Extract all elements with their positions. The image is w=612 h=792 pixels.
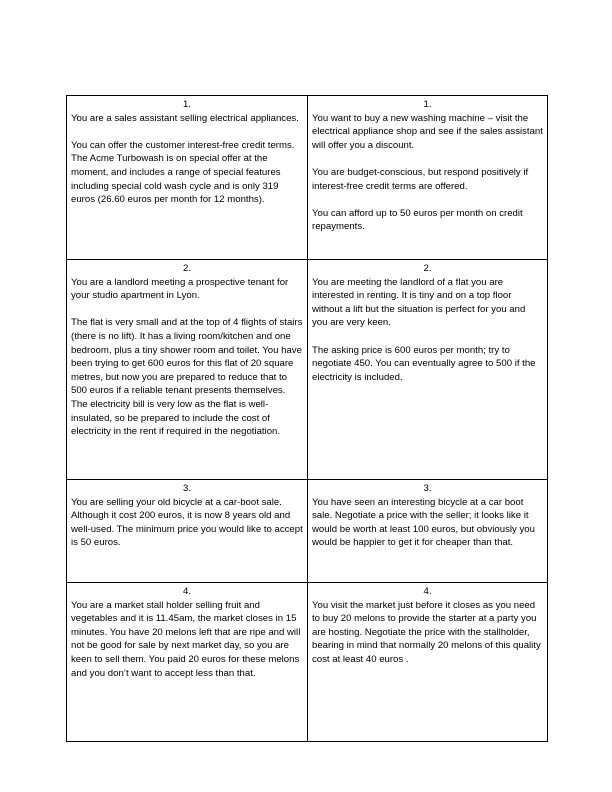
card-1-seller [67, 96, 308, 260]
card-4-customer [308, 583, 548, 742]
card-number: 3. [423, 483, 432, 494]
card-number: 3. [182, 483, 191, 494]
card-2-landlord [67, 260, 308, 480]
card-paragraph: You are a sales assistant selling electrical appliances. [71, 112, 299, 124]
card-paragraph: The flat is very small and at the top of 4 flights of stairs (there is no lift). It has a living room/kitchen and one bedroom, plus a tiny shower room and toilet. You have been trying to get 600 euros for this flat of 20 square metres, but now you are prepared to reduce that to 500 euros if a reliable tenant presents themselves. The electricity bill is very low as the flat is well-insulated, so be prepared to include the cost of electricity in the rent if required in the negotiation. [71, 317, 303, 438]
card-1-buyer [308, 96, 548, 260]
card-paragraph: The asking price is 600 euros per month; try to negotiate 450. You can eventually agree to 500 if the electricity is included. [312, 344, 536, 383]
card-row-3 [67, 480, 548, 583]
card-paragraph: You are meeting the landlord of a flat you are interested in renting. It is tiny and on a top floor without a lift but the situation is perfect for you and you are very keen. [312, 276, 526, 329]
card-4-stallholder [67, 583, 308, 742]
card-paragraph: You are budget-conscious, but respond positively if interest-free credit terms are offered. [312, 166, 529, 192]
card-number: 4. [423, 586, 432, 597]
card-paragraph: You visit the market just before it closes as you need to buy 20 melons to provide the starter at a party you are hosting. Negotiate the price with the stallholder, bearing in mind that normally 20 melons of this quality cost at least 40 euros . [312, 599, 541, 665]
card-paragraph: You are a landlord meeting a prospective tenant for your studio apartment in Lyon. [71, 276, 289, 302]
card-number: 1. [423, 99, 432, 110]
card-paragraph: You have seen an interesting bicycle at a car boot sale. Negotiate a price with the seller; it looks like it would be worth at least 100 euros, but obviously you would be happier to get it for cheaper than that. [312, 496, 535, 549]
role-play-cards-table [66, 95, 548, 742]
card-3-buyer [308, 480, 548, 583]
card-3-seller [67, 480, 308, 583]
card-2-tenant [308, 260, 548, 480]
card-row-2 [67, 260, 548, 480]
card-number: 4. [182, 586, 191, 597]
card-row-4 [67, 583, 548, 742]
card-row-1 [67, 96, 548, 260]
card-paragraph: You want to buy a new washing machine – visit the electrical appliance shop and see if the sales assistant will offer you a discount. [312, 112, 543, 151]
card-paragraph: You can offer the customer interest-free credit terms. The Acme Turbowash is on special offer at the moment, and includes a range of special features including special cold wash cycle and is only 319 euros (26.60 euros per month for 12 months). [71, 139, 295, 206]
card-number: 1. [182, 99, 191, 110]
card-number: 2. [423, 263, 432, 274]
card-number: 2. [182, 263, 191, 274]
card-paragraph: You are a market stall holder selling fruit and vegetables and it is 11.45am, the market closes in 15 minutes. You have 20 melons left that are ripe and will not be good for sale by next market day, so you are keen to sell them. You paid 20 euros for these melons and you don’t want to accept less than that. [71, 599, 301, 679]
card-paragraph: You can afford up to 50 euros per month on credit repayments. [312, 207, 523, 233]
card-paragraph: You are selling your old bicycle at a car-boot sale. Although it cost 200 euros, it is now 8 years old and well-used. The minimum price you would like to accept is 50 euros. [71, 496, 303, 549]
